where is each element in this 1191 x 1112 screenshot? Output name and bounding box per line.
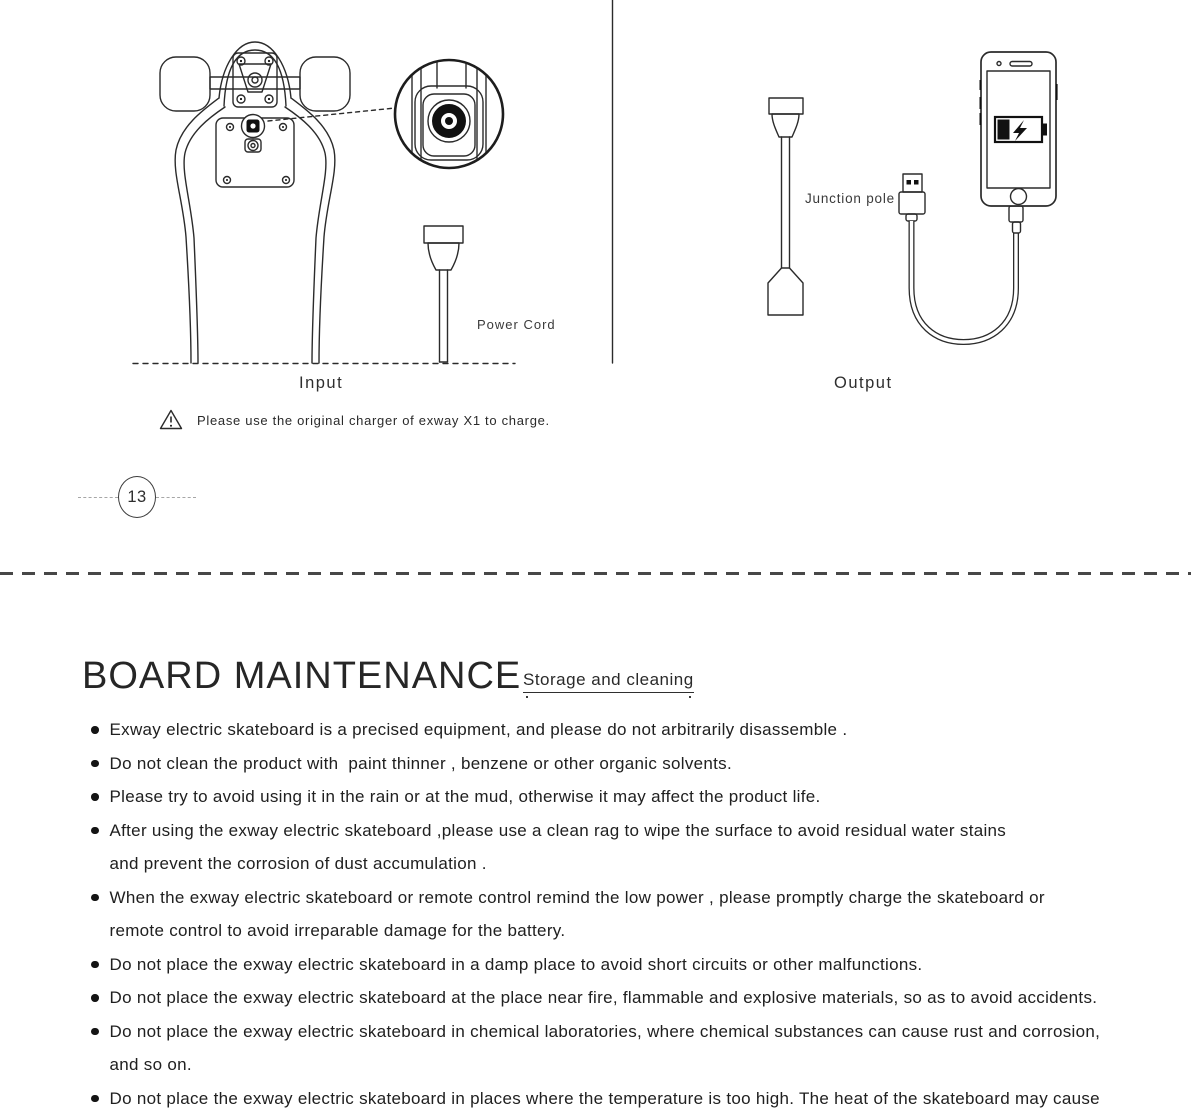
junction-pole-diagram bbox=[768, 98, 803, 315]
charge-port-detail-circle bbox=[395, 56, 503, 170]
list-item bbox=[84, 814, 1184, 881]
list-item bbox=[84, 1082, 1184, 1112]
warning-triangle-icon bbox=[161, 411, 182, 429]
list-item-text: Do not place the exway electric skateboard in places where the temperature is too high. The heat of the skateboard may cause bbox=[109, 1088, 1100, 1108]
charger-warning-note: Please use the original charger of exway X1 to charge. bbox=[197, 413, 550, 428]
bullet-icon bbox=[91, 827, 99, 835]
marker-dash-right bbox=[156, 497, 196, 498]
bullet-icon bbox=[91, 1028, 99, 1036]
marker-dash-left bbox=[78, 497, 118, 498]
bullet-icon bbox=[91, 793, 99, 801]
usb-connector-icon bbox=[899, 174, 925, 221]
dashed-page-divider bbox=[0, 572, 1191, 575]
maintenance-bullet-list bbox=[84, 713, 1184, 1112]
page-number-circle: 13 bbox=[118, 476, 156, 518]
bullet-icon bbox=[91, 894, 99, 902]
list-item bbox=[84, 780, 1184, 814]
usb-cable-phone-diagram bbox=[899, 52, 1058, 342]
junction-pole-label: Junction pole bbox=[805, 191, 895, 206]
power-cord-label: Power Cord bbox=[477, 317, 556, 332]
list-item bbox=[84, 881, 1184, 948]
input-label: Input bbox=[299, 374, 344, 392]
section-subtitle: Storage and cleaning bbox=[523, 670, 694, 693]
list-item bbox=[84, 948, 1184, 982]
power-cord-diagram bbox=[424, 226, 463, 362]
output-label: Output bbox=[834, 374, 893, 392]
list-item-text: When the exway electric skateboard or remote control remind the low power , please promptly charge the skateboard or remote control to avoid irreparable damage for the battery. bbox=[109, 887, 1045, 940]
list-item-text: Do not place the exway electric skateboard at the place near fire, flammable and explosive materials, so as to avoid accidents. bbox=[109, 988, 1098, 1007]
bullet-icon bbox=[91, 726, 99, 734]
bullet-icon bbox=[91, 760, 99, 768]
page-number-marker bbox=[78, 476, 196, 518]
list-item bbox=[84, 1015, 1184, 1082]
bullet-icon bbox=[91, 1095, 99, 1103]
list-item bbox=[84, 981, 1184, 1015]
list-item bbox=[84, 747, 1184, 781]
list-item-text: Do not place the exway electric skateboard in a damp place to avoid short circuits or other malfunctions. bbox=[109, 954, 923, 974]
list-item-text: Do not place the exway electric skateboard in chemical laboratories, where chemical substances can cause rust and corrosion, and so on. bbox=[109, 1021, 1101, 1074]
list-item-text: Please try to avoid using it in the rain or at the mud, otherwise it may affect the product life. bbox=[109, 787, 821, 806]
list-item bbox=[84, 713, 1184, 747]
list-item-text: Do not clean the product with paint thinner , benzene or other organic solvents. bbox=[109, 753, 732, 773]
bullet-icon bbox=[91, 994, 99, 1002]
list-item-text: Exway electric skateboard is a precised equipment, and please do not arbitrarily disassemble . bbox=[109, 720, 848, 739]
skateboard-bottom-diagram bbox=[160, 42, 395, 363]
section-title: BOARD MAINTENANCE bbox=[82, 655, 522, 697]
bullet-icon bbox=[91, 961, 99, 969]
list-item-text: After using the exway electric skateboard ,please use a clean rag to wipe the surface to avoid residual water stains and prevent the corrosion of dust accumulation . bbox=[109, 820, 1007, 873]
charge-port-icon bbox=[242, 115, 265, 153]
charging-diagram-art bbox=[0, 0, 1191, 440]
